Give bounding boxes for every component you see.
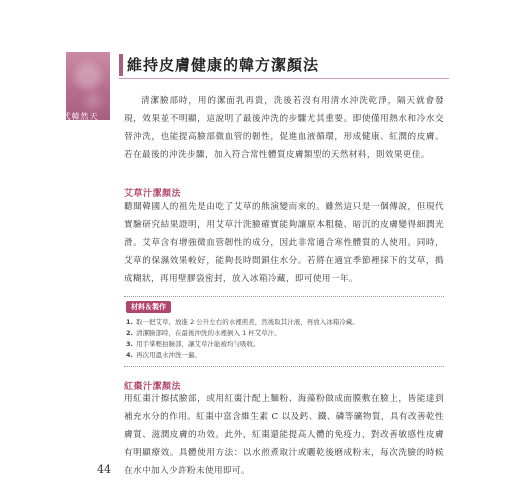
title-accent-bar — [119, 54, 123, 76]
list-item: 1. 取一把艾草，放進 2 公升左右的水裡煎煮，然後取其汁液，再放入冰箱冷藏。 — [126, 318, 359, 326]
section-body-mugwort: 聽聞韓國人的祖先是由吃了艾草的熊演變而來的。雖然這只是一個傳說，但現代實驗研究結果證明，用艾草汁洗臉確實能夠讓原本粗糙、暗沉的皮膚變得細潤光滑。艾草含有增強微血管韌性的成分，因此非常適合寒性體質的人使用。同時，艾草的保濕效果較好，能夠長時間鎖住水分。若將在適宜季節裡採下的艾草，搗成糊狀，再用壁膠袋密封，放入冰箱冷藏，即可使用一年。 — [124, 202, 444, 284]
materials-steps-list — [126, 317, 426, 361]
materials-badge: 材料＆製作 — [126, 301, 171, 313]
section-title-mugwort: 艾草汁潔顏法 — [124, 189, 182, 199]
list-item: 4. 再次用溫水沖洗一遍。 — [126, 351, 201, 359]
page-title: 維持皮膚健康的韓方潔顏法 — [127, 56, 320, 74]
page-number: 44 — [97, 463, 111, 476]
list-item: 2. 清潔臉部時，在最後沖洗的水裡倒入 1 杯艾草汁。 — [126, 329, 281, 337]
list-item: 3. 用手掌輕拍臉部，讓艾草汁能被均勻吸收。 — [126, 340, 260, 348]
section-title-jujube: 紅棗汁潔顏法 — [124, 382, 182, 392]
dotted-divider — [124, 366, 444, 367]
title-divider — [119, 78, 449, 79]
intro-paragraph: 清潔臉部時，用的潔面乳再貴，洗後若沒有用清水沖洗乾淨，隔天就會發現，效果並不明顯，這說明了最後沖洗的步驟尤其重要。即使僅用熱水和冷水交替沖洗，也能提高臉部微血管的韌性，促進血液循環，形成健康、紅潤的皮膚。若在最後的沖洗步驟，加入符合常性體質皮膚類型的天然材料，則效果更佳。 — [124, 96, 444, 160]
section-body-jujube: 用紅棗汁擦拭臉部，或用紅棗汁配上麵粉、海藻粉做成面膜敷在臉上，皆能達到補充水分的作用。紅棗中富含維生素 C 以及鈣、鐵、磷等礦物質，具有改善乾性膚質、滋潤皮膚的功效。此外，紅棗還能提高人體的免疫力，對改善敏感性皮膚有明顯療效。具體使用方法：以水煎煮取汁或曬乾後磨成粉末，每次洗臉的時候在水中加入少許粉末使用即可。 — [124, 394, 444, 476]
dotted-divider — [124, 296, 444, 297]
flower-decoration-icon — [80, 88, 106, 114]
sidebar-tab — [44, 52, 110, 120]
sidebar-label: 天然韓式美顏 — [44, 112, 98, 120]
